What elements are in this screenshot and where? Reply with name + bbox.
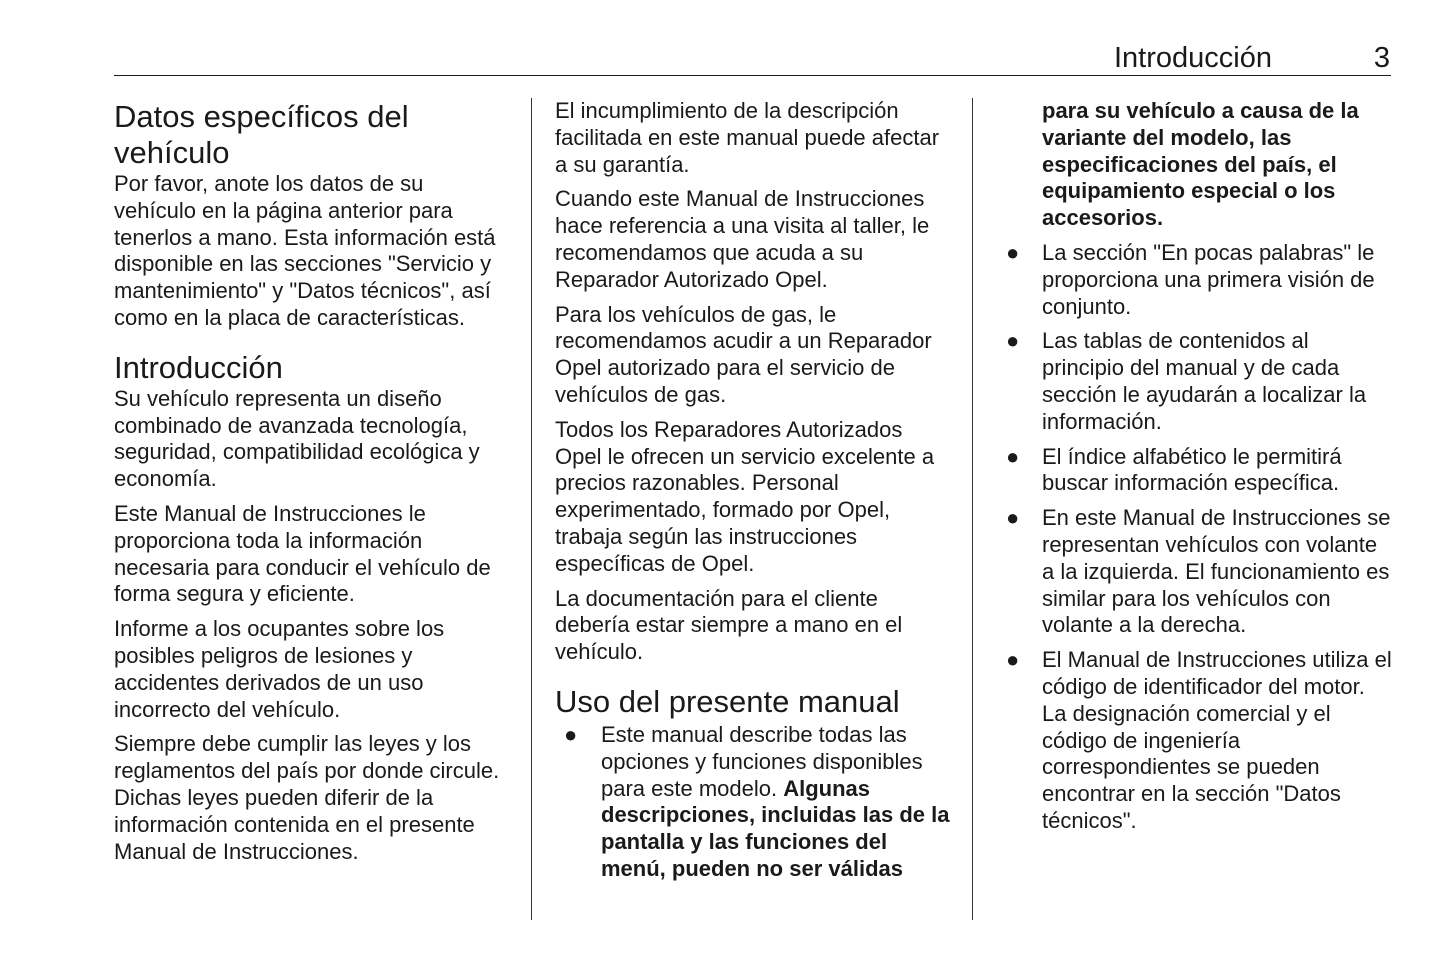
heading-uso-del-manual: Uso del presente manual (555, 683, 900, 719)
bullet-icon: ● (1006, 328, 1020, 354)
list-item-text: Este manual describe todas las opciones y funciones disponibles para este modelo. (601, 721, 923, 801)
paragraph: Para los vehículos de gas, le recomendamos acudir a un Reparador Opel autorizado para el servicio de vehículos de gas. (555, 301, 932, 407)
column-1 (114, 98, 511, 865)
paragraph: Cuando este Manual de Instrucciones hace referencia a una visita al taller, le recomendamos que acuda a su Reparador Autorizado Opel. (555, 186, 930, 292)
bullet-icon: ● (1006, 647, 1020, 673)
paragraph: Este Manual de Instrucciones le proporciona toda la información necesaria para conducir el vehículo de forma segura y eficiente. (114, 500, 491, 607)
list-item (1000, 647, 1392, 835)
continued-bold-text: para su vehículo a causa de la variante del modelo, las especificaciones del país, el equipamiento especial o los accesorios. (1042, 98, 1359, 231)
section-title: Introducción (1114, 42, 1272, 74)
paragraph: Siempre debe cumplir las leyes y los reglamentos del país por donde circule. Dichas leyes pueden diferir de la información contenida en el presente Manual de Instrucciones. (114, 731, 500, 864)
column-2 (555, 98, 952, 883)
bullet-list (555, 722, 952, 883)
header-rule (114, 75, 1391, 76)
paragraph: Por favor, anote los datos de su vehículo en la página anterior para tenerlos a mano. Esta información está disponible en las secciones "Servicio y mantenimiento" y "Datos técnicos", así como en la placa de características. (114, 171, 496, 330)
list-item-text: El Manual de Instrucciones utiliza el código de identificador del motor. La designación comercial y el código de ingeniería correspondientes se pueden encontrar en la sección "Datos técnicos". (1042, 647, 1392, 833)
list-item-text: El índice alfabético le permitirá buscar información específica. (1042, 443, 1342, 496)
bullet-list (1000, 240, 1392, 835)
list-item (1000, 328, 1392, 435)
bullet-icon: ● (1006, 443, 1020, 469)
paragraph: El incumplimiento de la descripción facilitada en este manual puede afectar a su garantía. (555, 98, 940, 177)
column-divider-1 (531, 98, 532, 920)
bullet-icon: ● (1006, 239, 1020, 265)
column-divider-2 (972, 98, 973, 920)
bullet-icon: ● (564, 721, 578, 747)
heading-introduccion: Introducción (114, 349, 283, 385)
list-item (1000, 505, 1392, 639)
list-item-bold-text: Algunas descripciones, incluidas las de la pantalla y las funciones del menú, pueden no ser válidas (601, 775, 950, 881)
list-item (1000, 444, 1392, 498)
paragraph: Informe a los ocupantes sobre los posibles peligros de lesiones y accidentes derivados de un uso incorrecto del vehículo. (114, 616, 445, 722)
page-number: 3 (1373, 42, 1390, 74)
list-item-text: En este Manual de Instrucciones se representan vehículos con volante a la izquierda. El funcionamiento es similar para los vehículos con volante a la derecha. (1042, 505, 1391, 638)
paragraph: La documentación para el cliente debería estar siempre a mano en el vehículo. (555, 585, 903, 665)
paragraph: Todos los Reparadores Autorizados Opel le ofrecen un servicio excelente a precios razonables. Personal experimentado, formado por Opel, trabaja según las instrucciones específicas de Opel. (555, 416, 935, 576)
bullet-icon: ● (1006, 505, 1020, 531)
paragraph: Su vehículo representa un diseño combinado de avanzada tecnología, seguridad, compatibilidad ecológica y economía. (114, 385, 480, 492)
list-item-text: La sección "En pocas palabras" le proporciona una primera visión de conjunto. (1042, 239, 1375, 319)
list-item (555, 722, 952, 883)
column-3 (1000, 98, 1392, 835)
heading-datos-especificos: Datos específicos del vehículo (114, 99, 409, 170)
list-item (1000, 240, 1392, 320)
list-item-text: Las tablas de contenidos al principio del manual y de cada sección le ayudarán a localizar la información. (1042, 328, 1367, 434)
